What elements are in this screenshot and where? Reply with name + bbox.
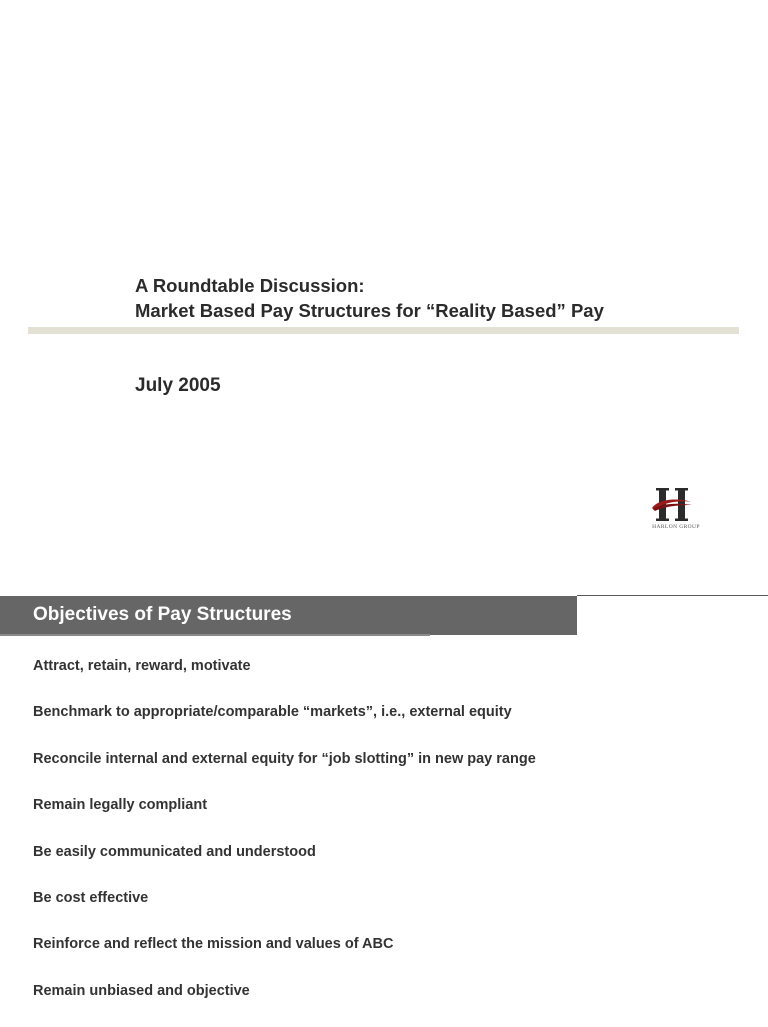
- harlon-group-logo: [645, 486, 707, 534]
- list-item: Be easily communicated and understood: [33, 843, 316, 860]
- title-line-1: A Roundtable Discussion:: [135, 275, 365, 296]
- list-item: Benchmark to appropriate/comparable “markets”, i.e., external equity: [33, 704, 512, 721]
- logo-caption: HARLON GROUP: [652, 524, 700, 530]
- title-line-2: Market Based Pay Structures for “Reality Based” Pay: [135, 300, 604, 321]
- objectives-slide: [0, 595, 768, 1024]
- objectives-list: [33, 656, 536, 1027]
- list-item: Be cost effective: [33, 889, 149, 906]
- header-accent-line: [0, 634, 430, 636]
- title-block: [135, 273, 604, 323]
- section-header-bar: [0, 596, 577, 635]
- slide-top-rule: [577, 595, 768, 596]
- title-divider: [28, 327, 739, 334]
- list-item: Remain legally compliant: [33, 797, 208, 814]
- section-heading: Objectives of Pay Structures: [33, 604, 292, 625]
- presentation-date: July 2005: [135, 375, 221, 396]
- harlon-group-h-logo-icon: [645, 486, 707, 524]
- list-item: Attract, retain, reward, motivate: [33, 658, 251, 674]
- list-item: Reinforce and reflect the mission and values of ABC: [33, 936, 394, 953]
- list-item: Reconcile internal and external equity for “job slotting” in new pay range: [33, 750, 536, 767]
- list-item: Remain unbiased and objective: [33, 982, 250, 999]
